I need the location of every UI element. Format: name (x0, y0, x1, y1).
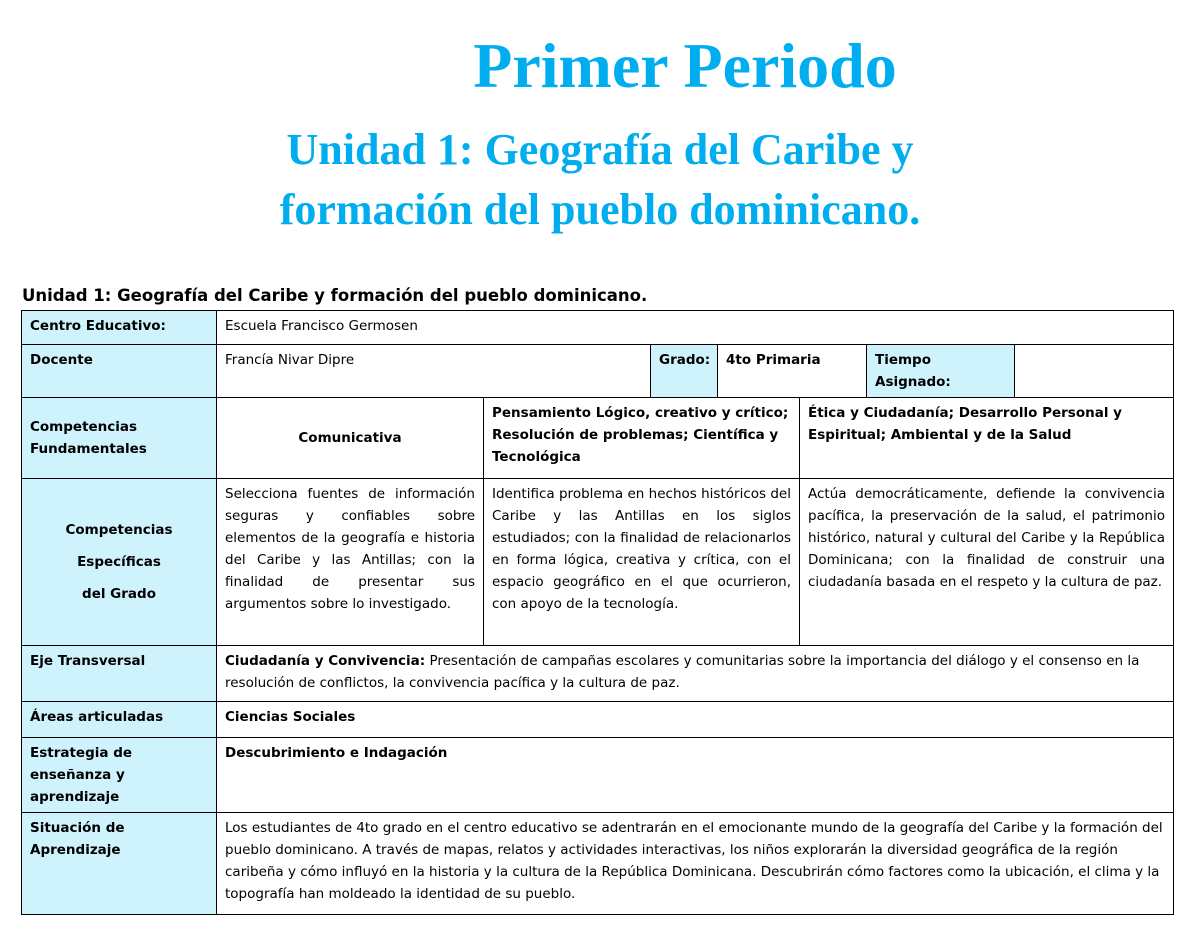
comp-esp-label-1: Competencias Específicas (65, 522, 173, 570)
unit-plan-table (21, 310, 1174, 915)
eje-value-bold: Ciudadanía y Convivencia: (225, 653, 426, 669)
row-docente (22, 345, 1174, 398)
unit-title-line1: Unidad 1: Geografía del Caribe y (286, 125, 914, 174)
table-caption: Unidad 1: Geografía del Caribe y formación del pueblo dominicano. (22, 286, 648, 305)
comp-fund-label: Competencias Fundamentales (22, 398, 217, 479)
tiempo-value (1015, 345, 1174, 398)
eje-value (217, 646, 1174, 702)
row-situacion-aprendizaje (22, 813, 1174, 915)
situacion-label: Situación de Aprendizaje (22, 813, 217, 915)
period-title: Primer Periodo (473, 30, 897, 101)
row-estrategia (22, 738, 1174, 813)
comp-esp-etica: Actúa democráticamente, defiende la convivencia pacífica, la preservación de la salud, el patrimonio histórico, natural y cultural del Caribe y la República Dominicana; con la finalidad de construir una ciudadanía basada en el respeto y la cultura de paz. (800, 479, 1174, 646)
row-centro-educativo (22, 311, 1174, 345)
grado-label: Grado: (651, 345, 718, 398)
comp-esp-pensamiento: Identifica problema en hechos históricos del Caribe y las Antillas en los siglos estudiados; con la finalidad de relacionarlos en forma lógica, creativa y crítica, con el espacio geográfico en el que ocurrieron, con apoyo de la tecnología. (484, 479, 800, 646)
centro-label: Centro Educativo: (22, 311, 217, 345)
situacion-value: Los estudiantes de 4to grado en el centro educativo se adentrarán en el emocionante mundo de la geografía del Caribe y la formación del pueblo dominicano. A través de mapas, relatos y actividades interactivas, los niños explorarán la diversidad geográfica de la región caribeña y cómo influyó en la historia y la cultura de la República Dominicana. Descubrirán cómo factores como la ubicación, el clima y la topografía han moldeado la identidad de su pueblo. (217, 813, 1174, 915)
row-competencias-fundamentales (22, 398, 1174, 479)
docente-value: Francía Nivar Dipre (217, 345, 651, 398)
comp-fund-comunicativa: Comunicativa (217, 398, 484, 479)
comp-fund-pensamiento: Pensamiento Lógico, creativo y crítico; Resolución de problemas; Científica y Tecnológica (484, 398, 800, 479)
docente-label: Docente (22, 345, 217, 398)
comp-esp-label (22, 479, 217, 646)
row-competencias-especificas (22, 479, 1174, 646)
row-areas-articuladas (22, 702, 1174, 738)
centro-value: Escuela Francisco Germosen (217, 311, 1174, 345)
tiempo-label: Tiempo Asignado: (867, 345, 1015, 398)
comp-esp-label-2: del Grado (82, 586, 156, 602)
areas-label: Áreas articuladas (22, 702, 217, 738)
unit-title-line2: formación del pueblo dominicano. (279, 185, 921, 234)
eje-label: Eje Transversal (22, 646, 217, 702)
eje-value-text: Presentación de campañas escolares y comunitarias sobre la importancia del diálogo y el consenso en la resolución de conflictos, la convivencia pacífica y la cultura de paz. (225, 653, 1140, 691)
estrategia-label: Estrategia de enseñanza y aprendizaje (22, 738, 217, 813)
grado-value: 4to Primaria (718, 345, 867, 398)
areas-value: Ciencias Sociales (217, 702, 1174, 738)
comp-fund-etica: Ética y Ciudadanía; Desarrollo Personal y Espiritual; Ambiental y de la Salud (800, 398, 1174, 479)
comp-esp-comunicativa: Selecciona fuentes de información seguras y confiables sobre elementos de la geografía e historia del Caribe y las Antillas; con la finalidad de presentar sus argumentos sobre lo investigado. (217, 479, 484, 646)
row-eje-transversal (22, 646, 1174, 702)
estrategia-value: Descubrimiento e Indagación (217, 738, 1174, 813)
